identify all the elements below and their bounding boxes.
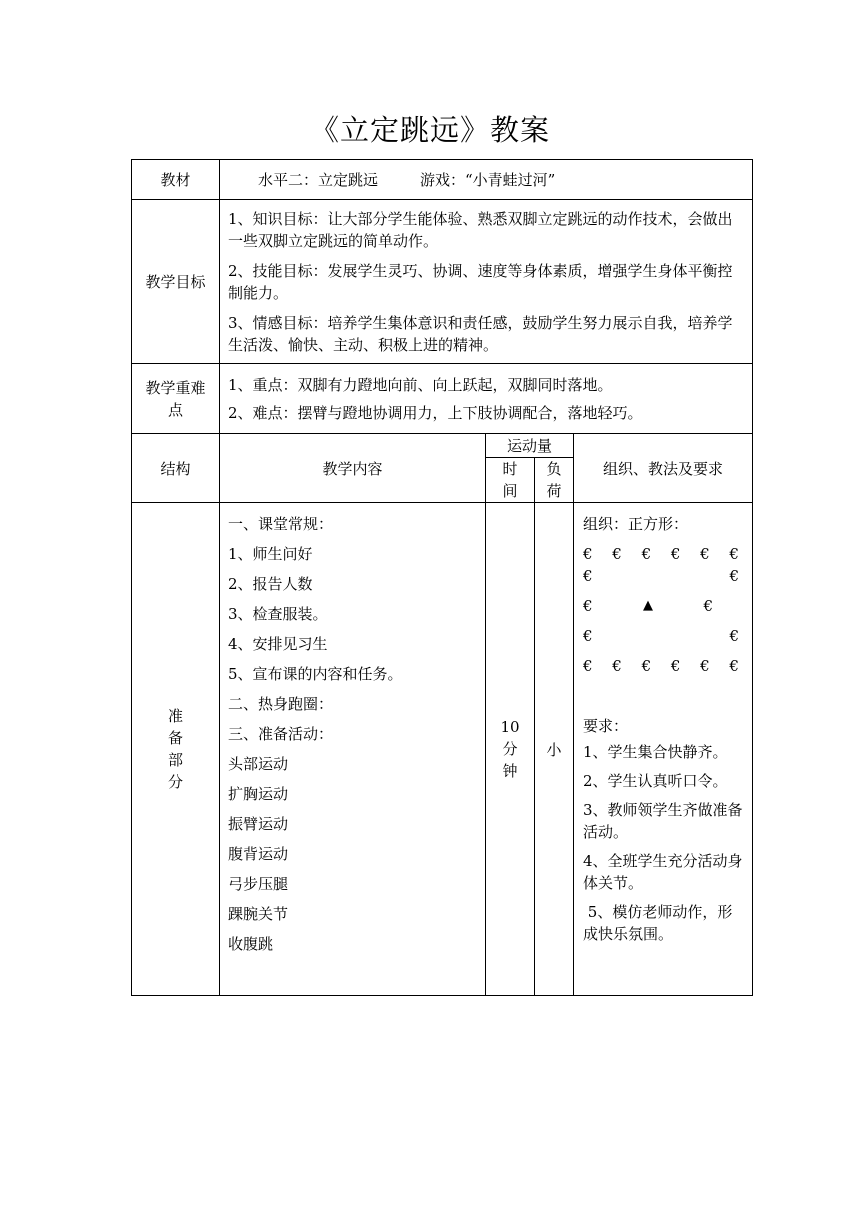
prep-section-char: 准 <box>167 707 183 725</box>
prep-time-part: 钟 <box>502 762 518 780</box>
requirement-item: 1、学生集合快静齐。 <box>583 743 728 761</box>
material-row <box>132 160 753 200</box>
header-load: 运动量 <box>486 434 574 458</box>
prep-content-line: 4、安排见习生 <box>228 635 328 653</box>
prep-section-char: 备 <box>167 729 183 747</box>
formation-row-bottom <box>583 651 739 681</box>
prep-section-char: 部 <box>167 751 183 769</box>
key-point-item: 2、难点：摆臂与蹬地协调用力，上下肢协调配合，落地轻巧。 <box>228 403 643 422</box>
prep-content-line: 2、报告人数 <box>228 575 313 593</box>
material-label: 教材 <box>132 160 220 200</box>
prep-content-line: 腹背运动 <box>228 845 289 863</box>
prep-time <box>486 503 535 996</box>
objectives-row <box>132 200 753 364</box>
student-symbol: € <box>612 545 622 563</box>
student-symbol: € <box>583 597 593 615</box>
student-symbol: € <box>583 627 593 645</box>
prep-content-line: 头部运动 <box>228 755 289 773</box>
student-symbol: € <box>670 657 681 675</box>
requirement-item: 4、全班学生充分活动身体关节。 <box>583 852 743 892</box>
prep-section-char: 分 <box>167 773 183 791</box>
header-content: 教学内容 <box>220 434 486 503</box>
student-symbol: € <box>641 657 652 675</box>
page-title: 《立定跳远》教案 <box>309 113 550 147</box>
student-symbol: € <box>641 545 652 563</box>
org-title: 组织：正方形： <box>583 515 689 533</box>
prep-intensity: 小 <box>535 503 574 996</box>
student-symbol: € <box>729 627 739 645</box>
header-time-char: 间 <box>502 482 518 500</box>
requirement-item: 5、模仿老师动作，形成快乐氛围。 <box>583 903 733 943</box>
header-row <box>132 434 753 458</box>
key-points-label-line: 点 <box>167 400 183 419</box>
lesson-plan-table <box>131 159 753 996</box>
prep-section-label <box>132 503 220 996</box>
prep-content-line: 二、热身跑圈： <box>228 695 334 713</box>
student-symbol: € <box>670 545 681 563</box>
key-points-row <box>132 364 753 434</box>
objective-item: 3、情感目标：培养学生集体意识和责任感，鼓励学生努力展示自我，培养学生活泼、愉快、主动、积极上进的精神。 <box>228 313 733 354</box>
student-symbol: € <box>700 545 710 563</box>
key-points-label <box>132 364 220 434</box>
prep-content-line: 三、准备活动： <box>228 725 334 743</box>
student-symbol: € <box>729 567 739 585</box>
objectives-label: 教学目标 <box>132 200 220 364</box>
requirement-item: 3、教师领学生齐做准备活动。 <box>583 801 743 841</box>
prep-content <box>220 503 486 996</box>
header-intensity-char: 负 <box>546 460 562 478</box>
prep-content-line: 踝腕关节 <box>228 905 289 923</box>
prep-content-line: 1、师生问好 <box>228 545 313 563</box>
student-symbol: € <box>583 657 593 675</box>
key-points-label-line: 教学重难 <box>145 378 206 397</box>
header-org: 组织、教法及要求 <box>574 434 753 503</box>
student-symbol: € <box>612 657 622 675</box>
header-time-char: 时 <box>502 460 518 478</box>
formation-row-center <box>583 591 739 621</box>
student-symbol: € <box>700 657 710 675</box>
student-symbol: € <box>703 597 713 615</box>
prep-content-line: 一、课堂常规： <box>228 515 334 533</box>
student-symbol: € <box>729 545 739 563</box>
prep-organization <box>574 503 753 996</box>
prep-content-line: 收腹跳 <box>228 935 274 953</box>
material-level: 水平二：立定跳远 <box>258 171 379 189</box>
key-point-item: 1、重点：双脚有力蹬地向前、向上跃起，双脚同时落地。 <box>228 375 613 394</box>
prep-content-line: 5、宣布课的内容和任务。 <box>228 665 403 683</box>
teacher-symbol: ▲ <box>643 598 653 613</box>
key-points-content <box>220 364 753 434</box>
formation-row-side <box>583 621 739 651</box>
requirement-title: 要求： <box>583 717 629 735</box>
header-time <box>486 458 535 503</box>
requirement-item: 2、学生认真听口令。 <box>583 772 728 790</box>
material-content <box>220 160 753 200</box>
student-symbol: € <box>583 567 593 585</box>
prep-content-line: 弓步压腿 <box>228 875 289 893</box>
prep-time-part: 分 <box>502 740 518 758</box>
objectives-content <box>220 200 753 364</box>
prep-content-line: 扩胸运动 <box>228 785 289 803</box>
header-structure: 结构 <box>132 434 220 503</box>
prep-content-line: 3、检查服装。 <box>228 605 328 623</box>
formation-row-side <box>583 561 739 591</box>
material-game: 游戏：“小青蛙过河” <box>420 171 556 189</box>
objective-item: 2、技能目标：发展学生灵巧、协调、速度等身体素质，增强学生身体平衡控制能力。 <box>228 261 733 302</box>
objective-item: 1、知识目标：让大部分学生能体验、熟悉双脚立定跳远的动作技术，会做出一些双脚立定跳远的简单动作。 <box>228 209 733 250</box>
prep-time-part: 10 <box>500 718 520 736</box>
student-symbol: € <box>583 545 593 563</box>
prep-row <box>132 503 753 996</box>
formation-diagram <box>583 539 739 681</box>
student-symbol: € <box>729 657 739 675</box>
prep-content-line: 振臂运动 <box>228 815 289 833</box>
header-intensity-char: 荷 <box>546 482 562 500</box>
header-intensity <box>535 458 574 503</box>
